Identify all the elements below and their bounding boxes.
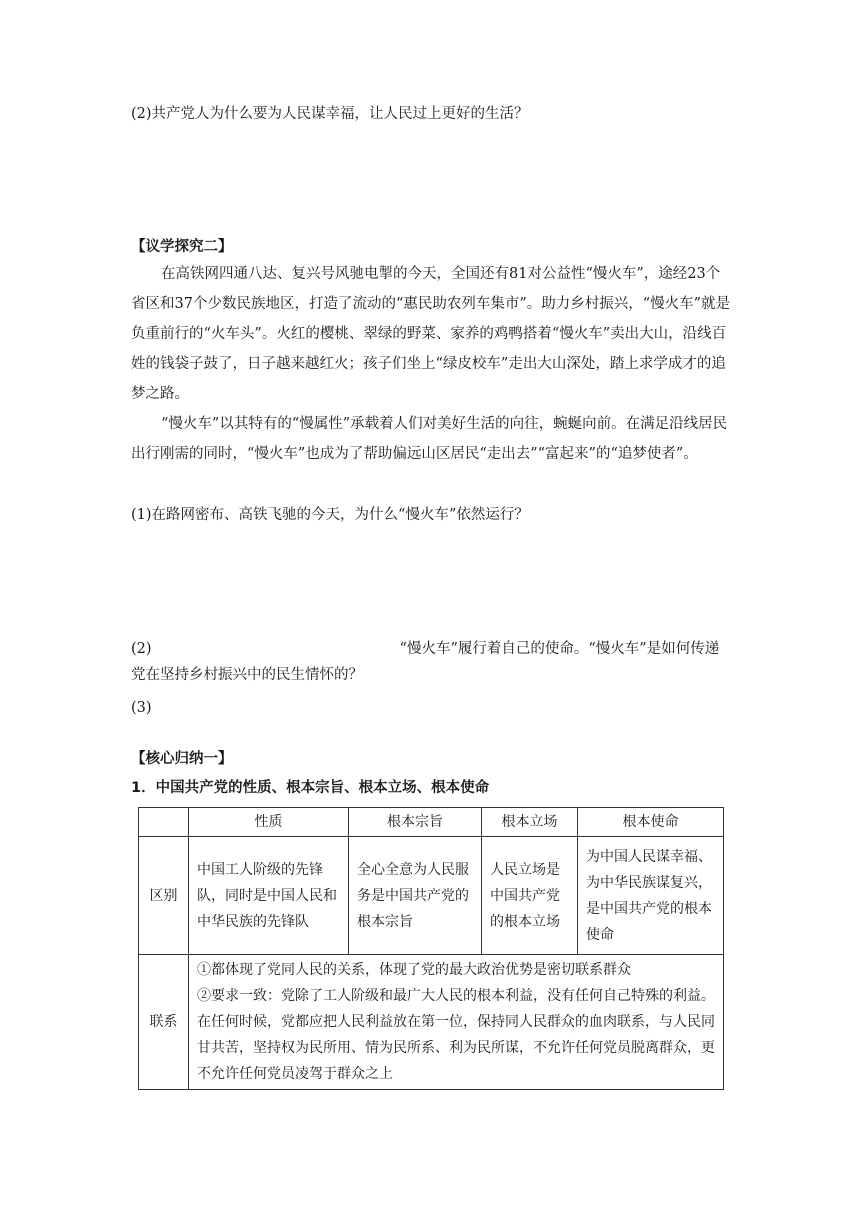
table-header-cell: 根本使命 bbox=[578, 808, 724, 837]
question-2 bbox=[131, 636, 731, 688]
table-header-cell: 性质 bbox=[189, 808, 349, 837]
table-cell-nature: 中国工人阶级的先锋队，同时是中国人民和中华民族的先锋队 bbox=[189, 837, 349, 955]
table-row-connection bbox=[139, 955, 724, 1090]
table-cell-stance: 人民立场是中国共产党的根本立场 bbox=[482, 837, 578, 955]
table-header-cell: 根本立场 bbox=[482, 808, 578, 837]
table-cell-mission: 为中国人民谋幸福、为中华民族谋复兴，是中国共产党的根本使命 bbox=[578, 837, 724, 955]
passage-paragraph-1 bbox=[131, 259, 731, 409]
section-heading-inquiry-2: 【议学探究二】 bbox=[131, 239, 233, 255]
comparison-table bbox=[138, 807, 724, 1090]
passage-paragraph-1-text: 在高铁网四通八达、复兴号风驰电掣的今天，全国还有81对公益性“慢火车”，途经23个省区和37个少数民族地区，打造了流动的“惠民助农列车集市”。助力乡村振兴，“慢火车”就是负重前行的“火车头”。火红的樱桃、翠绿的野菜、家养的鸡鸭搭着“慢火车”卖出大山，沿线百姓的钱袋子鼓了，日子越来越红火；孩子们坐上“绿皮校车”走出大山深处，踏上求学成才的追梦之路。 bbox=[131, 266, 731, 402]
passage-paragraph-2 bbox=[131, 409, 731, 469]
row-label-difference: 区别 bbox=[139, 837, 189, 955]
connection-point-1: ①都体现了党同人民的关系，体现了党的最大政治优势是密切联系群众 bbox=[197, 962, 631, 978]
section-heading-summary-1: 【核心归纳一】 bbox=[131, 751, 233, 767]
table-row-difference bbox=[139, 837, 724, 955]
table-header-cell: 根本宗旨 bbox=[349, 808, 482, 837]
question-2-top: (2)共产党人为什么要为人民谋幸福，让人民过上更好的生活？ bbox=[131, 106, 529, 122]
table-header-row bbox=[139, 808, 724, 837]
summary-item-1-title: 1．中国共产党的性质、根本宗旨、根本立场、根本使命 bbox=[131, 780, 490, 796]
passage-paragraph-2-text: “慢火车”以其特有的“慢属性”承载着人们对美好生活的向往，蜿蜒向前。在满足沿线居民出行刚需的同时，“慢火车”也成为了帮助偏远山区居民“走出去”“富起来”的“追梦使者”。 bbox=[131, 416, 728, 462]
question-2-text: “慢火车”履行着自己的使命。“慢火车”是如何传递党在坚持乡村振兴中的民生情怀的？ bbox=[131, 641, 720, 683]
row-label-connection: 联系 bbox=[139, 955, 189, 1090]
table-cell-purpose: 全心全意为人民服务是中国共产党的根本宗旨 bbox=[349, 837, 482, 955]
connection-point-2: ②要求一致：党除了工人阶级和最广大人民的根本利益，没有任何自己特殊的利益。在任何时候，党都应把人民利益放在第一位，保持同人民群众的血肉联系，与人民同甘共苦，坚持权为民所用、情为民所系、利为民所谋，不允许任何党员脱离群众，更不允许任何党员凌驾于群众之上 bbox=[197, 988, 715, 1082]
question-2-number: (2) bbox=[131, 641, 152, 657]
question-3: (3) bbox=[131, 700, 152, 716]
table-header-cell bbox=[139, 808, 189, 837]
question-1: (1)在路网密布、高铁飞驰的今天，为什么“慢火车”依然运行？ bbox=[131, 507, 529, 523]
table-cell-connection bbox=[189, 955, 724, 1090]
